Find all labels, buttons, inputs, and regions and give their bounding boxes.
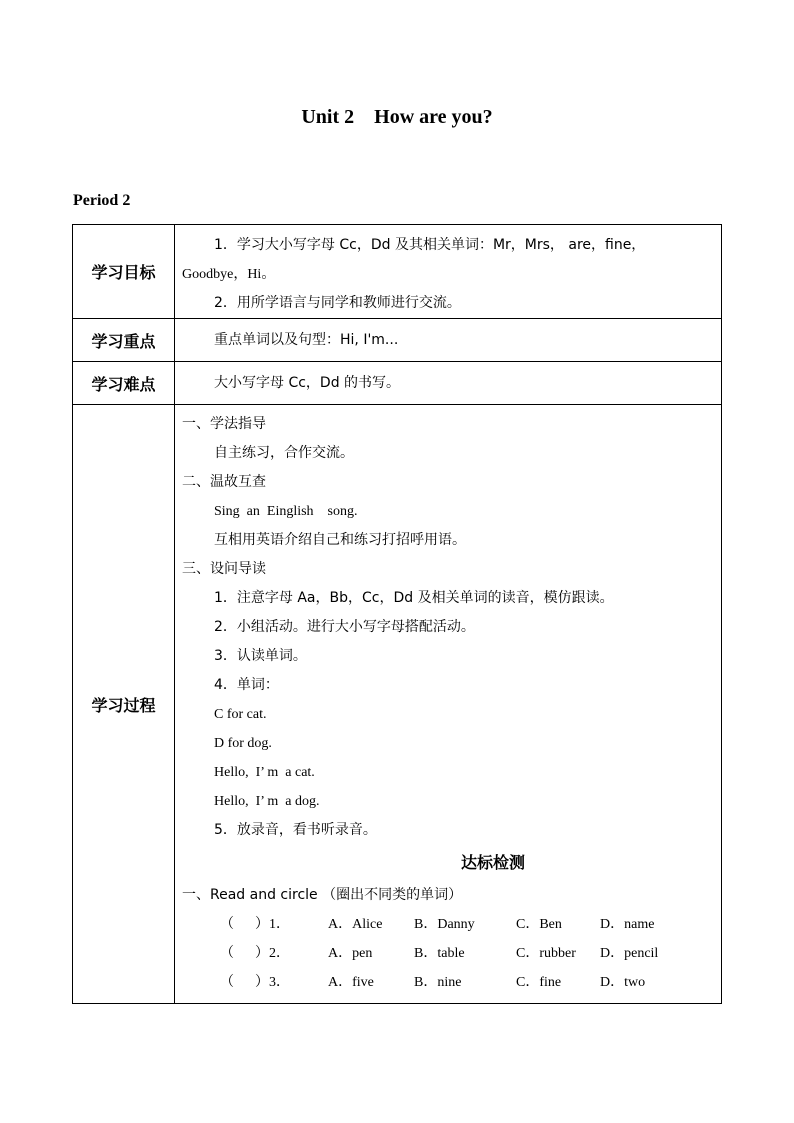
row-label-goals: 学习目标: [73, 225, 175, 319]
option-a: A．five: [328, 975, 374, 990]
process-line: 3．认读单词。: [214, 648, 307, 664]
process-line: 5．放录音，看书听录音。: [214, 822, 377, 838]
answer-blank: （ ）1．: [220, 917, 290, 932]
process-line: 自主练习，合作交流。: [214, 445, 354, 461]
option-b: B．table: [414, 946, 465, 961]
answer-blank: （ ）2．: [220, 946, 290, 961]
document-title: [0, 106, 794, 129]
option-b: B．Danny: [414, 917, 475, 932]
process-line: C for cat.: [214, 707, 267, 722]
option-d: D．pencil: [600, 946, 659, 961]
unit-question: How are you?: [374, 106, 493, 128]
process-line: 一、学法指导: [182, 416, 266, 432]
process-line: 二、温故互查: [182, 474, 266, 490]
row-label-key-points: 学习重点: [73, 319, 175, 362]
period-label: Period 2: [73, 192, 131, 209]
question-row: [175, 968, 721, 997]
process-content: [175, 405, 722, 1004]
option-a: A．pen: [328, 946, 373, 961]
option-c: C．rubber: [516, 946, 576, 961]
difficulties-text: 大小写字母 Cc，Dd 的书写。: [214, 374, 401, 391]
process-line: Sing an Einglish song.: [214, 504, 358, 519]
exercise-heading: 一、Read and circle （圈出不同类的单词）: [182, 887, 463, 903]
table-row-key-points: [73, 319, 722, 362]
option-c: C．Ben: [516, 917, 562, 932]
goals-line-3: 2．用所学语言与同学和教师进行交流。: [214, 295, 461, 311]
process-line: 2．小组活动。进行大小写字母搭配活动。: [214, 619, 475, 635]
key-points-content: [175, 319, 722, 362]
process-line: D for dog.: [214, 736, 272, 751]
test-section-title: 达标检测: [460, 853, 525, 872]
question-row: [175, 910, 721, 939]
goals-line-2: Goodbye，Hi。: [182, 267, 276, 282]
row-label-process: 学习过程: [73, 405, 175, 1004]
key-points-text: 重点单词以及句型：Hi, I'm...: [214, 331, 399, 348]
goals-line-1: 1．学习大小写字母 Cc，Dd 及其相关单词：Mr，Mrs， are，fine，: [214, 237, 646, 253]
difficulties-content: [175, 362, 722, 405]
unit-label: Unit 2: [301, 106, 355, 128]
option-c: C．fine: [516, 975, 562, 990]
process-line: 三、设问导读: [182, 561, 266, 577]
option-d: D．two: [600, 975, 646, 990]
answer-blank: （ ）3．: [220, 975, 290, 990]
row-label-difficulties: 学习难点: [73, 362, 175, 405]
process-line: Hello, I’ m a cat.: [214, 765, 315, 780]
process-line: 互相用英语介绍自己和练习打招呼用语。: [214, 532, 466, 548]
option-b: B．nine: [414, 975, 462, 990]
table-row-process: [73, 405, 722, 1004]
question-row: [175, 939, 721, 968]
lesson-table: [72, 224, 722, 1004]
table-row-goals: [73, 225, 722, 319]
process-line: Hello, I’ m a dog.: [214, 794, 320, 809]
option-a: A．Alice: [328, 917, 383, 932]
option-d: D．name: [600, 917, 655, 932]
process-line: 1．注意字母 Aa，Bb，Cc，Dd 及相关单词的读音，模仿跟读。: [214, 590, 614, 606]
goals-content: [175, 225, 722, 319]
table-row-difficulties: [73, 362, 722, 405]
process-line: 4．单词：: [214, 677, 279, 693]
